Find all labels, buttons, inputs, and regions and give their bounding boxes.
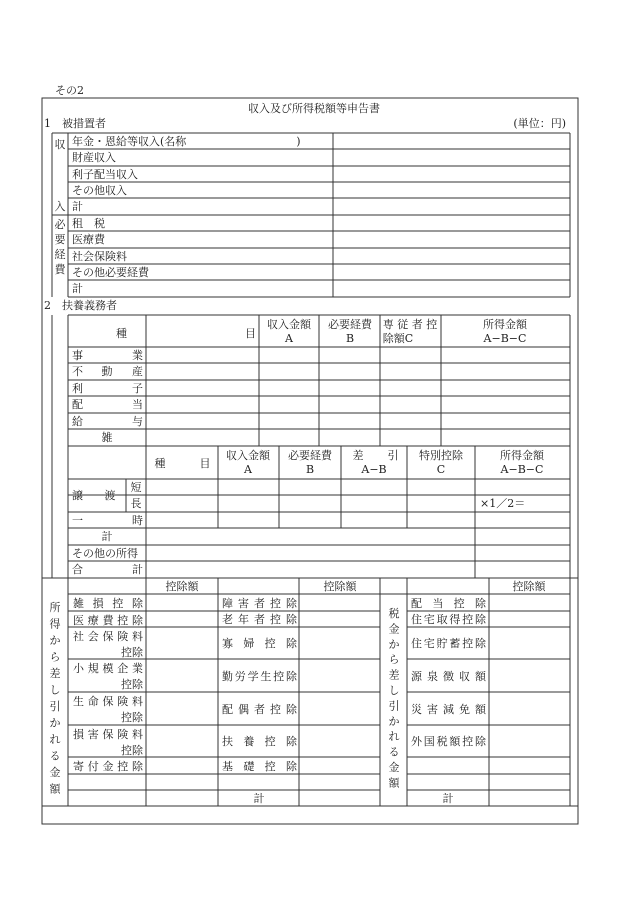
deduction-label: 控除 — [121, 678, 143, 691]
table1-header: A — [285, 332, 293, 345]
tax-deduction-total-label: 計 — [442, 792, 454, 805]
tax-deduction-vertical-label: か — [388, 714, 400, 728]
deduction-vertical-label: し — [49, 683, 61, 697]
tax-deduction-label: 源泉徴収額 — [411, 670, 486, 683]
expense-row-label: 医療費 — [72, 233, 105, 246]
transfer-label: 譲 — [72, 489, 83, 502]
expense-row-label: その他必要経費 — [72, 266, 149, 279]
income-row-label: 財産収入 — [72, 151, 116, 164]
table1-header: 種 目 — [116, 327, 288, 340]
table1-header: 所得金額 — [483, 318, 527, 331]
deduction-vertical-label: 差 — [49, 667, 61, 680]
tax-deduction-vertical-label: れ — [388, 730, 400, 744]
deduction-vertical-label: か — [49, 716, 61, 730]
table1-header: B — [345, 332, 355, 345]
table1-row-label: 業 — [132, 349, 143, 362]
table1-row-label: 子 — [132, 382, 143, 395]
deduction-label: 控除 — [121, 711, 143, 724]
table1-row-label: 動 — [101, 365, 113, 378]
table1-row-label: 不 — [72, 365, 83, 378]
deduction-vertical-label: 額 — [49, 782, 61, 796]
tax-deduction-vertical-label: 金 — [388, 761, 400, 774]
table1-row-label: 給 — [72, 415, 83, 428]
expense-row-label: 租 税 — [72, 217, 105, 230]
table2-header: 収入金額 — [226, 449, 270, 462]
expense-group-label: 経 — [54, 248, 66, 261]
table1-row-label: 配 — [72, 398, 83, 411]
table1-header: 専 従 者 控 — [382, 318, 438, 331]
deduction-label: 勤労学生控除 — [222, 670, 297, 683]
expense-group-label: 費 — [54, 263, 66, 276]
table2-header: 差 — [352, 449, 364, 462]
lump-sum-label: 一 — [72, 514, 83, 527]
table1-row-label: 雑 — [101, 431, 113, 444]
table1-row-label: 与 — [132, 415, 143, 428]
deduction-label: 控除 — [121, 646, 143, 659]
deduction-label: 障害者控除 — [222, 597, 297, 610]
tax-deduction-label: 配当控除 — [411, 597, 486, 610]
table1-header: 除額C — [382, 332, 414, 345]
deduction-vertical-label: 金 — [49, 766, 61, 779]
transfer-term-label: 短 — [130, 481, 142, 494]
section1-heading: 1 被措置者 — [44, 117, 106, 130]
tax-deduction-label: 災害減免額 — [411, 703, 486, 716]
deduction-label: 扶養控除 — [222, 735, 297, 748]
table2-header: B — [305, 463, 315, 476]
tax-deduction-label: 外国税額控除 — [411, 735, 486, 748]
income-group-label: 収 — [54, 138, 66, 151]
expense-row-label: 計 — [72, 282, 83, 295]
deduction-vertical-label: 所 — [49, 601, 61, 614]
tax-deduction-vertical-label: 引 — [388, 699, 400, 713]
tax-deduction-label: 住宅貯蓄控除 — [411, 637, 486, 650]
table1-row-label: 当 — [132, 398, 143, 411]
page-label: その2 — [55, 84, 84, 97]
tax-deduction-vertical-label: し — [388, 684, 400, 697]
deduction-vertical-label: れ — [49, 733, 61, 746]
deduction-vertical-label: ら — [49, 650, 61, 664]
table1-header: 必要経費 — [328, 318, 372, 331]
table2-header: A−B−C — [500, 463, 544, 476]
table2-header: 特別控除 — [419, 449, 463, 462]
unit-label: (単位：円) — [513, 117, 566, 130]
expense-group-label: 必 — [54, 218, 66, 231]
table1-row-label: 利 — [72, 382, 83, 395]
deduction-total-label: 計 — [253, 792, 265, 805]
half-note: ×1／2＝ — [480, 497, 526, 510]
income-row-label: 利子配当収入 — [72, 168, 138, 181]
deduction-label: 損害保険料 — [73, 728, 143, 741]
tax-deduction-vertical-label: 差 — [388, 668, 400, 682]
deduction-label: 控除 — [121, 744, 143, 757]
tax-deduction-vertical-label: る — [388, 745, 400, 759]
deduction-label: 寄付金控除 — [73, 760, 143, 773]
tax-deduction-vertical-label: ら — [388, 653, 400, 667]
expense-group-label: 要 — [54, 233, 66, 246]
tax-deduction-vertical-label: 金 — [388, 622, 400, 636]
table2-header: A−B — [361, 463, 387, 476]
table1-row-label: 産 — [132, 365, 143, 378]
deduction-vertical-label: 引 — [49, 700, 61, 713]
section2-heading: 2 扶養義務者 — [44, 299, 117, 312]
deduction-amount-header: 控除額 — [165, 580, 199, 593]
table2-header: 必要経費 — [288, 449, 332, 462]
income-row-label: 計 — [72, 200, 83, 213]
lump-sum-label: 時 — [132, 514, 143, 527]
deduction-label: 老年者控除 — [222, 613, 297, 626]
deduction-label: 配偶者控除 — [222, 703, 297, 716]
deduction-amount-header: 控除額 — [512, 580, 546, 593]
deduction-vertical-label: る — [49, 749, 61, 763]
table2-header: 引 — [387, 449, 399, 462]
other-income-label: その他の所得 — [72, 547, 138, 560]
transfer-term-label: 長 — [130, 497, 142, 510]
subtotal-label: 計 — [101, 530, 113, 543]
deduction-vertical-label: か — [49, 634, 61, 647]
income-row-label: その他収入 — [72, 184, 127, 197]
table1-header: 収入金額 — [267, 318, 311, 331]
income-row-label: 年金・恩給等収入(名称 ) — [72, 135, 301, 148]
deduction-vertical-label: 得 — [49, 617, 61, 631]
expense-row-label: 社会保険料 — [72, 250, 127, 263]
tax-deduction-vertical-label: か — [388, 637, 400, 651]
table2-header: 目 — [199, 457, 211, 470]
form-title: 収入及び所得税額等申告書 — [248, 102, 380, 115]
tax-deduction-label: 住宅取得控除 — [411, 613, 486, 626]
income-group-label: 入 — [54, 200, 66, 213]
deduction-label: 生命保険料 — [73, 695, 143, 708]
table1-header: A−B−C — [483, 332, 527, 345]
deduction-label: 小規模企業 — [73, 662, 143, 675]
deduction-label: 基礎控除 — [222, 760, 297, 773]
deduction-label: 寡婦控除 — [222, 637, 297, 650]
deduction-label: 雑損控除 — [73, 597, 143, 610]
table2-header: A — [244, 463, 252, 476]
grand-total-label: 合 — [72, 563, 83, 576]
transfer-label: 渡 — [104, 489, 116, 502]
table2-header: 所得金額 — [500, 449, 544, 462]
deduction-label: 社会保険料 — [73, 630, 143, 643]
table2-header: C — [436, 463, 446, 476]
tax-deduction-vertical-label: 税 — [388, 607, 400, 620]
deduction-label: 医療費控除 — [73, 614, 143, 627]
table2-header: 種 — [154, 457, 166, 470]
grand-total-label: 計 — [132, 563, 143, 576]
deduction-amount-header: 控除額 — [323, 580, 357, 593]
table1-row-label: 事 — [72, 349, 83, 362]
tax-deduction-vertical-label: 額 — [388, 776, 400, 790]
